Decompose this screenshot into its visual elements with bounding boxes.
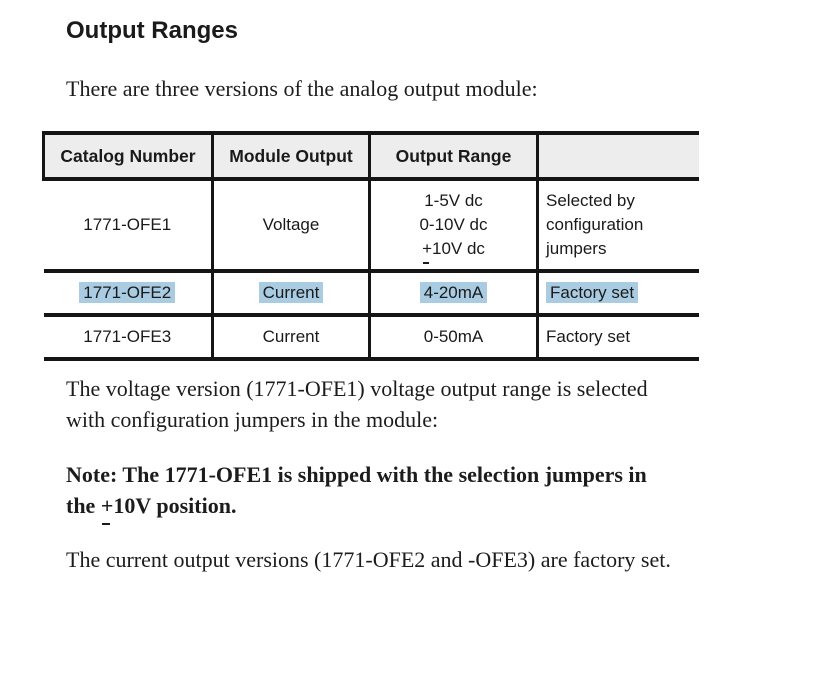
note-line2 bbox=[66, 490, 647, 521]
cell-line bbox=[375, 189, 532, 213]
selected-text: 4-20mA bbox=[420, 282, 488, 303]
header-catalog-number: Catalog Number bbox=[44, 133, 213, 179]
cell-text: jumpers bbox=[546, 239, 607, 258]
cell-text: 0-50mA bbox=[423, 327, 484, 346]
table-row bbox=[44, 179, 699, 271]
note-line2-pre: the bbox=[66, 493, 101, 518]
table-cell bbox=[370, 179, 538, 271]
cell-line bbox=[546, 325, 695, 349]
cell-line bbox=[546, 281, 695, 305]
cell-line bbox=[375, 213, 532, 237]
note-line2-post: 10V position. bbox=[113, 493, 237, 518]
voltage-paragraph-line2: with configuration jumpers in the module: bbox=[66, 407, 439, 432]
table-cell bbox=[370, 271, 538, 315]
table-row bbox=[44, 315, 699, 359]
page-title: Output Ranges bbox=[66, 17, 238, 44]
table-header-row bbox=[44, 133, 699, 179]
cell-line bbox=[48, 325, 208, 349]
current-paragraph: The current output versions (1771-OFE2 and -OFE3) are factory set. bbox=[66, 547, 671, 572]
cell-line bbox=[546, 213, 695, 237]
cell-text: 1771-OFE1 bbox=[83, 215, 172, 234]
table-cell bbox=[44, 271, 213, 315]
table-cell bbox=[538, 315, 699, 359]
header-output-range: Output Range bbox=[370, 133, 538, 179]
cell-line bbox=[375, 281, 532, 305]
plus-minus-symbol: + bbox=[101, 490, 114, 521]
cell-text: Voltage bbox=[262, 215, 320, 234]
cell-line bbox=[218, 281, 364, 305]
table-cell bbox=[538, 179, 699, 271]
cell-text: Factory set bbox=[546, 327, 631, 346]
selected-text: 1771-OFE2 bbox=[79, 282, 175, 303]
note-line1: Note: The 1771-OFE1 is shipped with the selection jumpers in bbox=[66, 462, 647, 487]
cell-line bbox=[546, 237, 695, 261]
cell-text: +10V dc bbox=[422, 239, 485, 258]
cell-line bbox=[48, 281, 208, 305]
cell-text: configuration bbox=[546, 215, 644, 234]
table-cell bbox=[370, 315, 538, 359]
header-selection-method bbox=[538, 133, 699, 179]
module-table bbox=[42, 131, 699, 361]
cell-text: 1-5V dc bbox=[424, 191, 483, 210]
table-cell bbox=[44, 315, 213, 359]
cell-text: 1771-OFE3 bbox=[83, 327, 172, 346]
table-cell bbox=[213, 179, 370, 271]
cell-line bbox=[375, 325, 532, 349]
voltage-paragraph-line1: The voltage version (1771-OFE1) voltage output range is selected bbox=[66, 376, 648, 401]
cell-line bbox=[48, 213, 208, 237]
cell-line bbox=[375, 237, 532, 261]
cell-line bbox=[218, 325, 364, 349]
cell-line bbox=[218, 213, 364, 237]
cell-text: 0-10V dc bbox=[419, 215, 488, 234]
table-cell bbox=[538, 271, 699, 315]
table-header bbox=[44, 133, 699, 179]
cell-text: Current bbox=[262, 327, 320, 346]
header-module-output: Module Output bbox=[213, 133, 370, 179]
selected-text: Factory set bbox=[546, 282, 638, 303]
table-cell bbox=[44, 179, 213, 271]
module-table-body bbox=[44, 179, 699, 359]
voltage-paragraph bbox=[66, 373, 648, 435]
table-row bbox=[44, 271, 699, 315]
cell-line bbox=[546, 189, 695, 213]
table-cell bbox=[213, 315, 370, 359]
table-cell bbox=[213, 271, 370, 315]
note-paragraph bbox=[66, 459, 647, 521]
cell-text: Selected by bbox=[546, 191, 635, 210]
plus-minus-symbol: + bbox=[422, 237, 432, 261]
intro-paragraph: There are three versions of the analog output module: bbox=[66, 76, 538, 101]
selected-text: Current bbox=[259, 282, 324, 303]
